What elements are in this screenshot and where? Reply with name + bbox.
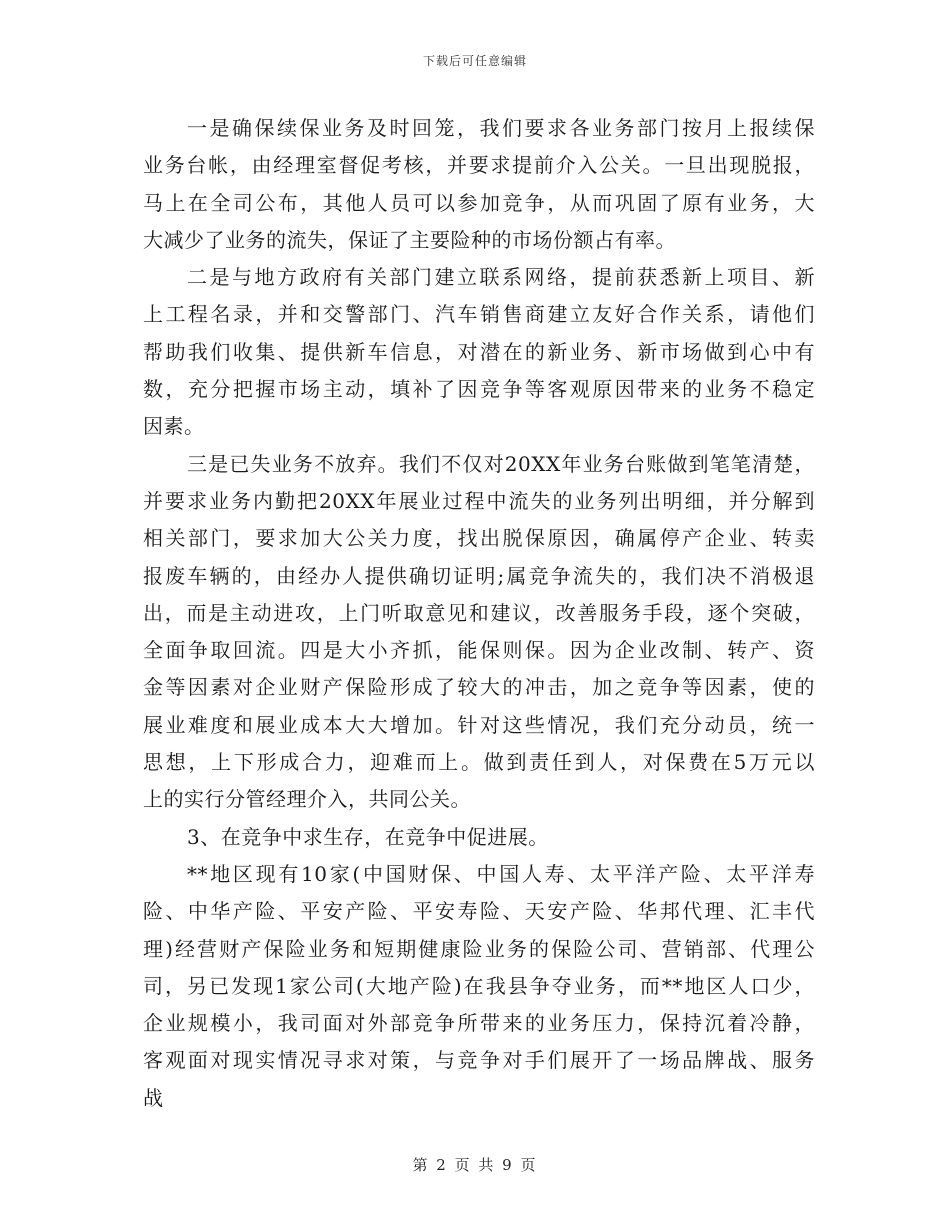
paragraph-line: 金等因素对企业财产保险形成了较大的冲击，加之竞争等因素，使的	[143, 675, 815, 700]
paragraph-line: 战	[143, 1085, 164, 1110]
paragraph-line: 思想，上下形成合力，迎难而上。做到责任到人，对保费在5万元以	[143, 750, 815, 775]
page-number: 第 2 页 共 9 页	[412, 1156, 538, 1174]
paragraph-line: 出，而是主动进攻，上门听取意见和建议，改善服务手段，逐个突破，	[143, 600, 815, 625]
paragraph-line: 因素。	[143, 414, 205, 439]
paragraph-line: 报废车辆的，由经办人提供确切证明;属竞争流失的，我们决不消极退	[143, 563, 815, 588]
section-heading: 3、在竞争中求生存，在竞争中促进展。	[187, 824, 549, 849]
paragraph-line: 全面争取回流。四是大小齐抓，能保则保。因为企业改制、转产、资	[143, 638, 815, 663]
paragraph-line: 业务台帐，由经理室督促考核，并要求提前介入公关。一旦出现脱报，	[143, 153, 815, 178]
page-header: 下载后可任意编辑	[422, 54, 527, 68]
paragraph-line: 理)经营财产保险业务和短期健康险业务的保险公司、营销部、代理公	[143, 936, 815, 961]
document-body	[143, 110, 815, 1117]
paragraph-line: 企业规模小，我司面对外部竞争所带来的业务压力，保持沉着冷静，	[143, 1011, 815, 1036]
paragraph-line: 司，另已发现1家公司(大地产险)在我县争夺业务，而**地区人口少，	[143, 973, 815, 998]
paragraph-line: 展业难度和展业成本大大增加。针对这些情况，我们充分动员，统一	[143, 712, 815, 737]
paragraph-line: 一是确保续保业务及时回笼，我们要求各业务部门按月上报续保	[187, 116, 815, 140]
paragraph-line: 马上在全司公布，其他人员可以参加竞争，从而巩固了原有业务，大	[143, 190, 815, 215]
paragraph-line: 帮助我们收集、提供新车信息，对潜在的新业务、新市场做到心中有	[143, 339, 815, 364]
paragraph-line: 上的实行分管经理介入，共同公关。	[143, 787, 471, 812]
paragraph-line: 并要求业务内勤把20XX年展业过程中流失的业务列出明细，并分解到	[143, 488, 815, 513]
paragraph-line: 客观面对现实情况寻求对策，与竞争对手们展开了一场品牌战、服务	[143, 1048, 815, 1073]
paragraph-line: 大减少了业务的流失，保证了主要险种的市场份额占有率。	[143, 227, 676, 252]
paragraph-line: 三是已失业务不放弃。我们不仅对20XX年业务台账做到笔笔清楚，	[187, 451, 815, 476]
paragraph-line: 二是与地方政府有关部门建立联系网络，提前获悉新上项目、新	[187, 265, 815, 290]
paragraph-line: 数，充分把握市场主动，填补了因竞争等客观原因带来的业务不稳定	[143, 377, 815, 402]
paragraph-line: **地区现有10家(中国财保、中国人寿、太平洋产险、太平洋寿	[187, 861, 815, 886]
paragraph-line: 险、中华产险、平安产险、平安寿险、天安产险、华邦代理、汇丰代	[143, 899, 815, 924]
paragraph-line: 相关部门，要求加大公关力度，找出脱保原因，确属停产企业、转卖	[143, 526, 815, 551]
paragraph-line: 上工程名录，并和交警部门、汽车销售商建立友好合作关系，请他们	[143, 302, 815, 327]
